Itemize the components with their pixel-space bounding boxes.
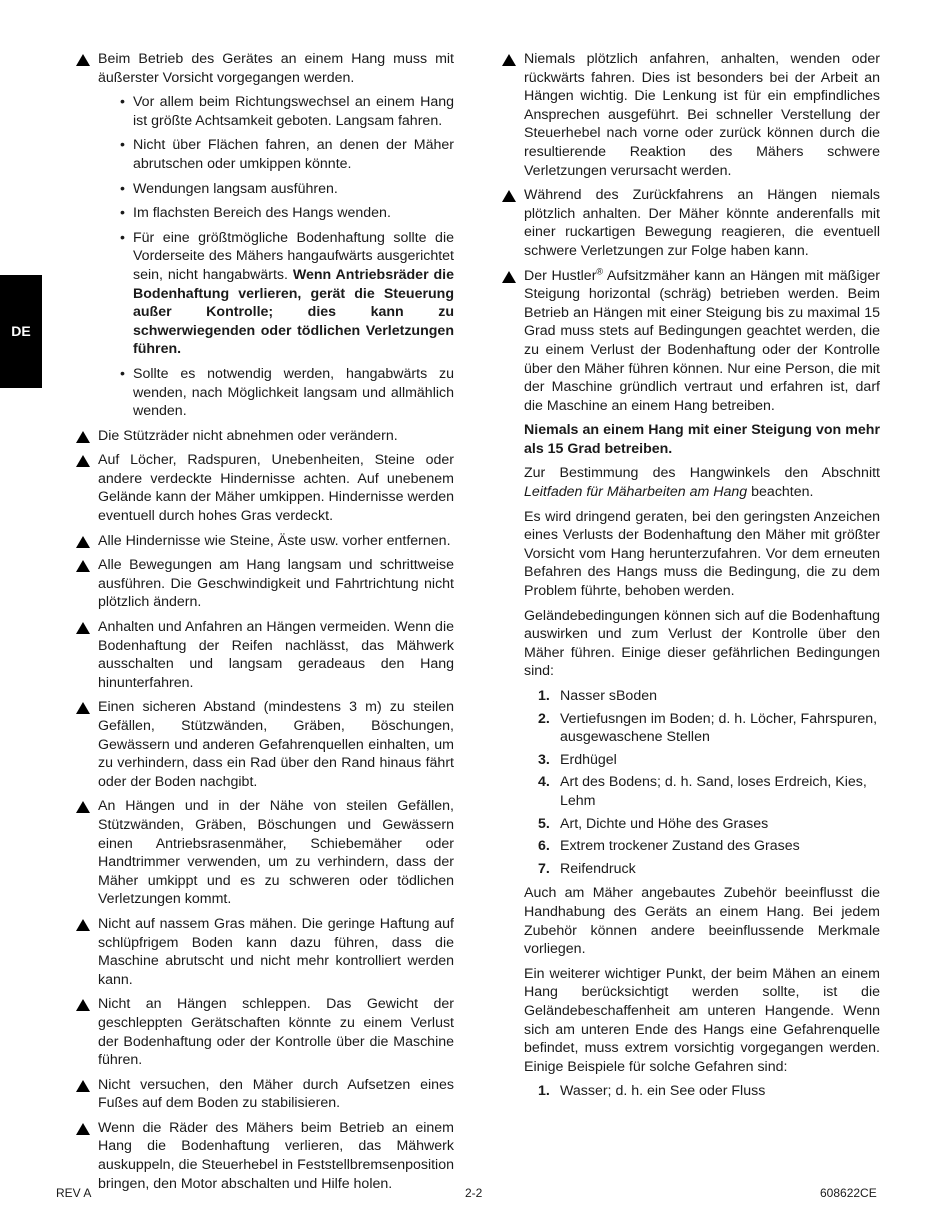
footer-document-number: 608622CE <box>820 1186 877 1200</box>
warning-text: Während des Zurückfahrens an Hängen niemals plötzlich anhalten. Der Mäher könnte anderenfalls mit einer ruckartigen Bewegung reagieren, die eventuell schwere Verletzungen zur Folge haben kann. <box>524 187 880 259</box>
list-number: 7. <box>538 860 550 877</box>
warning-text: Wenn die Räder des Mähers beim Betrieb an einem Hang die Bodenhaftung verlieren, das Mähwerk auskuppeln, die Steuerhebel in Feststellbremsenposition bringen, den Motor abschalten und Hilfe holen. <box>98 1119 454 1192</box>
sub-item <box>120 136 454 173</box>
bullet-icon: • <box>120 180 125 197</box>
sub-item-text: Im flachsten Bereich des Hangs wenden. <box>133 205 391 222</box>
language-tab <box>0 275 42 388</box>
list-number: 5. <box>538 815 550 832</box>
reference-text: Zur Bestimmung des Hangwinkels den Abschnitt <box>524 465 880 482</box>
warning-item <box>76 451 454 525</box>
warning-item <box>76 427 454 446</box>
warning-triangle-icon <box>76 54 90 66</box>
sub-item-text: Vor allem beim Richtungswechsel an einem Hang ist größte Achtsamkeit geboten. Langsam fahren. <box>133 94 454 129</box>
warning-item <box>76 915 454 989</box>
bullet-icon: • <box>120 229 125 246</box>
list-item-text: Vertiefusngen im Boden; d. h. Löcher, Fahrspuren, ausgewaschene Stellen <box>560 710 878 746</box>
list-item-text: Extrem trockener Zustand des Grases <box>560 838 800 855</box>
list-item-text: Art, Dichte und Höhe des Grases <box>560 815 769 832</box>
warning-item <box>502 50 880 180</box>
warning-text: Die Stützräder nicht abnehmen oder verändern. <box>98 427 398 444</box>
registered-mark: ® <box>596 265 604 276</box>
warning-text: Beim Betrieb des Gerätes an einem Hang muss mit äußerster Vorsicht vorgegangen werden. <box>98 51 454 86</box>
sub-list <box>120 93 454 421</box>
warning-text: Alle Bewegungen am Hang langsam und schrittweise ausführen. Die Geschwindigkeit und Fahrtrichtung nicht plötzlich ändern. <box>98 557 454 611</box>
warning-text: Aufsitzmäher kann an Hängen mit mäßiger Steigung horizontal (schräg) betrieben werden. Beim Betrieb an Hängen mit einer Steigung bis zu maximal 15 Grad muss stets auf Bedingungen geachtet werden, die zu einem Verlust der Bodenhaftung oder der Kontrolle über den Mäher führen können. Nur eine Person, die mit der Maschine gründlich vertraut und erfahren ist, darf die Maschine an einem Hang betreiben. <box>524 267 880 414</box>
bold-warning-text: Niemals an einem Hang mit einer Steigung von mehr als 15 Grad betreiben. <box>524 422 880 457</box>
reference-section-link: Leitfaden für Mäharbeiten am Hang <box>524 484 748 501</box>
warning-item <box>76 1119 454 1193</box>
warning-triangle-icon <box>76 1080 90 1092</box>
warning-item <box>502 267 880 416</box>
list-item <box>524 815 880 834</box>
warning-triangle-icon <box>76 622 90 634</box>
warning-triangle-icon <box>76 560 90 572</box>
sub-item <box>120 204 454 223</box>
sub-item <box>120 229 454 359</box>
warning-text: Nicht an Hängen schleppen. Das Gewicht der geschleppten Gerätschaften könnte zu einem Verlust der Bodenhaftung oder der Kontrolle über die Maschine führen. <box>98 996 454 1069</box>
warning-item <box>76 50 454 421</box>
warning-text: Anhalten und Anfahren an Hängen vermeiden. Wenn die Bodenhaftung der Reifen nachlässt, das Mähwerk ausschalten und langsam geradeaus den Hang hinunterfahren. <box>98 619 454 691</box>
warning-triangle-icon <box>502 271 516 283</box>
list-number: 1. <box>538 688 550 704</box>
list-item <box>524 751 880 770</box>
list-item-text: Wasser; d. h. ein See oder Fluss <box>560 1083 766 1100</box>
language-tab-label: DE <box>11 323 31 340</box>
list-number: 6. <box>538 838 550 855</box>
warning-item <box>76 995 454 1069</box>
bullet-icon: • <box>120 94 125 111</box>
warning-text: Nicht auf nassem Gras mähen. Die geringe Haftung auf schlüpfrigem Boden kann dazu führen, dass die Maschine abrutscht und nicht mehr kontrolliert werden kann. <box>98 915 454 988</box>
sub-item <box>120 365 454 421</box>
footer-revision: REV A <box>56 1186 92 1200</box>
warning-item <box>76 698 454 791</box>
sub-item-bold-text: Wenn Antriebsräder die Bodenhaftung verlieren, gerät die Steuerung außer Kontrolle; dies kann zu schwerwiegenden oder tödlichen Verletzungen führen. <box>133 266 454 358</box>
list-item <box>524 710 880 747</box>
warning-item <box>76 618 454 692</box>
list-item-text: Art des Bodens; d. h. Sand, loses Erdreich, Kies, Lehm <box>560 774 867 809</box>
footer-page-number: 2-2 <box>465 1186 483 1200</box>
hazards-list <box>524 1082 880 1101</box>
warning-triangle-icon <box>76 801 90 813</box>
warning-text: An Hängen und in der Nähe von steilen Gefällen, Stützwänden, Gräben, Böschungen und Gewässern einen Antriebsrasenmäher, Schiebemäher oder Handtrimmer verwenden, um zu verhindern, dass der Mäher umkippt und es zu schweren oder tödlichen Verletzungen kommt. <box>98 798 454 908</box>
sub-item-text: Wendungen langsam ausführen. <box>133 180 338 197</box>
warning-triangle-icon <box>76 536 90 548</box>
list-item-text: Nasser sBoden <box>560 688 657 704</box>
list-item <box>524 1082 880 1101</box>
warning-triangle-icon <box>76 1123 90 1135</box>
sub-item-text: Sollte es notwendig werden, hangabwärts zu wenden, nach Möglichkeit langsam und allmählich wenden. <box>133 365 454 420</box>
warning-triangle-icon <box>502 190 516 202</box>
reference-paragraph <box>524 464 880 501</box>
list-item <box>524 687 880 706</box>
warning-item <box>76 532 454 551</box>
list-number: 2. <box>538 710 550 727</box>
sub-item-text: Nicht über Flächen fahren, an denen der Mäher abrutschen oder umkippen könnte. <box>133 137 454 172</box>
sub-item-text: Für eine größtmögliche Bodenhaftung sollte die Vorderseite des Mähers hangaufwärts ausgerichtet sein, nicht hangabwärts. <box>133 229 454 283</box>
bullet-icon: • <box>120 137 125 154</box>
list-item-text: Reifendruck <box>560 860 636 877</box>
sub-item <box>120 93 454 130</box>
warning-item <box>76 556 454 612</box>
warning-text: Niemals plötzlich anfahren, anhalten, wenden oder rückwärts fahren. Dies ist besonders bei der Arbeit an Hängen wichtig. Die Lenkung ist für ein empfindliches Ansprechen ausgeführt. Bei schneller Verstellung der Steuerhebel nach vorne oder zurück können durch die resultierende Reaktion des Mähers schwere Verletzungen verursacht werden. <box>524 51 880 179</box>
list-item <box>524 773 880 810</box>
warning-triangle-icon <box>502 54 516 66</box>
warning-text: Der Hustler <box>524 267 597 284</box>
bullet-icon: • <box>120 205 125 222</box>
list-number: 4. <box>538 774 550 791</box>
warning-item <box>76 1076 454 1113</box>
sub-item <box>120 180 454 199</box>
body-paragraph: Ein weiterer wichtiger Punkt, der beim Mähen an einem Hang berücksichtigt werden sollte, ist die Geländebeschaffenheit am unteren Hangende. Wenn sich am unteren Ende des Hangs eine Gefahrenquelle befindet, muss extrem vorsichtig vorgegangen werden. Einige Beispiele für solche Gefahren sind: <box>524 965 880 1075</box>
list-item-text: Erdhügel <box>560 751 617 768</box>
warning-triangle-icon <box>76 919 90 931</box>
right-column <box>502 50 880 1107</box>
warning-triangle-icon <box>76 702 90 714</box>
warning-triangle-icon <box>76 999 90 1011</box>
warning-text: Alle Hindernisse wie Steine, Äste usw. vorher entfernen. <box>98 532 451 549</box>
conditions-list <box>524 687 880 878</box>
warning-triangle-icon <box>76 455 90 467</box>
list-item <box>524 860 880 879</box>
body-paragraph: Geländebedingungen können sich auf die Bodenhaftung auswirken und zum Verlust der Kontrolle über den Mäher führen. Einige dieser gefährlichen Bedingungen sind: <box>524 607 880 680</box>
body-paragraph: Es wird dringend geraten, bei den geringsten Anzeichen eines Verlusts der Bodenhaftung den Mäher mit größter Vorsicht vom Hang herunterzufahren. Vor dem erneuten Befahren des Hangs muss die Bedingung, die zu dem Problem führte, behoben werden. <box>524 508 880 600</box>
list-number: 1. <box>538 1083 550 1100</box>
reference-text: beachten. <box>747 484 814 501</box>
warning-text: Nicht versuchen, den Mäher durch Aufsetzen eines Fußes auf dem Boden zu stabilisieren. <box>98 1076 454 1112</box>
body-paragraph: Auch am Mäher angebautes Zubehör beeinflusst die Handhabung des Geräts an einem Hang. Bei jedem Zubehör können andere beeinflussende Merkmale vorliegen. <box>524 885 880 958</box>
warning-text: Einen sicheren Abstand (mindestens 3 m) zu steilen Gefällen, Stützwänden, Gräben, Böschungen, Gewässern und anderen Gefahrenquellen einhalten, um zu verhindern, dass ein Rad über den Rand hinaus fährt oder der Boden nachgibt. <box>98 699 454 790</box>
warning-item <box>502 186 880 260</box>
warning-text: Auf Löcher, Radspuren, Unebenheiten, Steine oder andere verdeckte Hindernisse achten. Auf unebenem Gelände kann der Mäher umkippen. Hindernisse werden eventuell durch hohes Gras verdeckt. <box>98 452 454 525</box>
list-number: 3. <box>538 751 550 768</box>
warning-triangle-icon <box>76 431 90 443</box>
left-column <box>76 50 454 1199</box>
bullet-icon: • <box>120 365 125 382</box>
bold-warning <box>524 421 880 458</box>
list-item <box>524 837 880 856</box>
warning-item <box>76 797 454 909</box>
